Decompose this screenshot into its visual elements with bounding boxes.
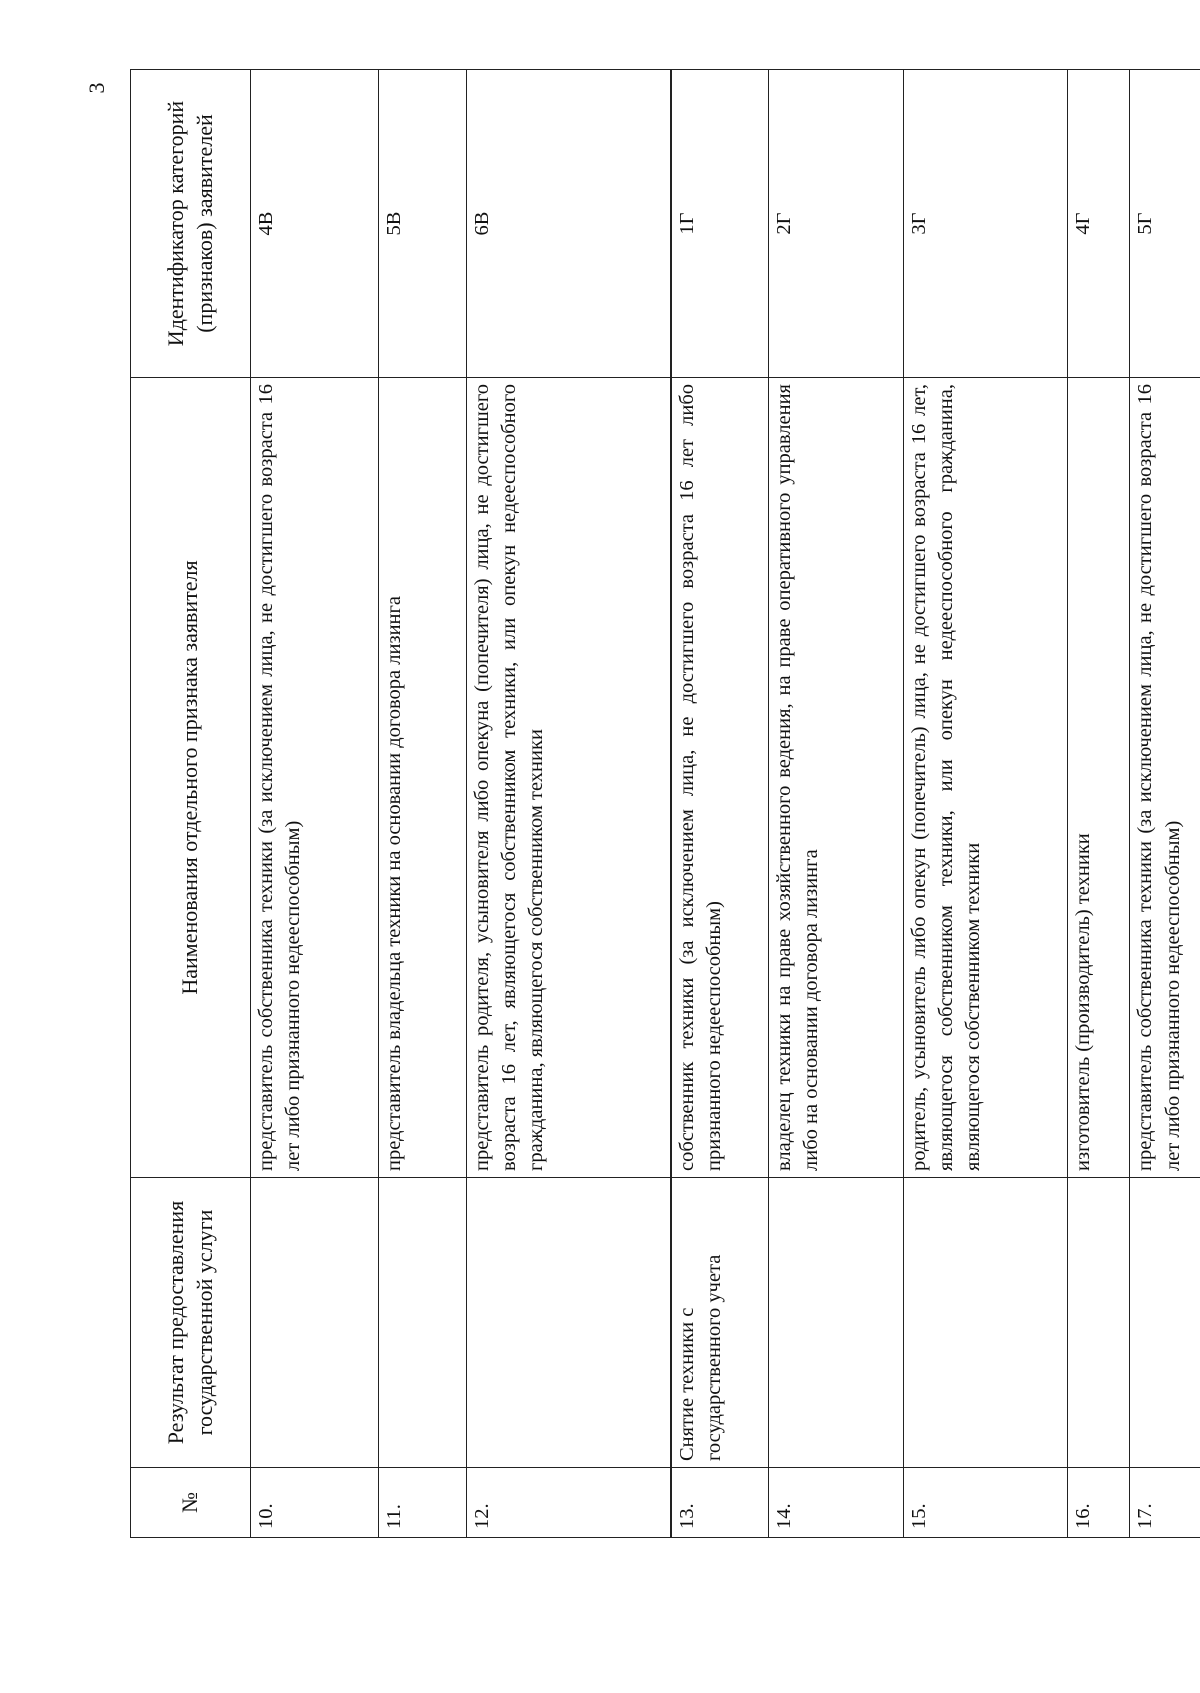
row-applicant-name: собственник техники (за исключением лица, не достигшего возраста 16 лет либо признанного недееспособным) [671,378,768,1178]
row-number: 12. [466,1468,671,1538]
header-id: Идентификатор категорий (признаков) заявителей [131,70,251,378]
table-row [379,70,467,1538]
row-category-id: 2Г [768,70,903,378]
row-number: 17. [1130,1468,1200,1538]
page-number: 3 [84,82,109,94]
row-result [1068,1178,1130,1468]
row-category-id: 6В [466,70,671,378]
row-result [903,1178,1068,1468]
header-name: Наименования отдельного признака заявителя [131,378,251,1178]
row-category-id: 3Г [903,70,1068,378]
table-row [768,70,903,1538]
row-number: 16. [1068,1468,1130,1538]
row-category-id: 4В [251,70,379,378]
row-applicant-name: представитель собственника техники (за исключением лица, не достигшего возраста 16 лет либо признанного недееспособным) [251,378,379,1178]
row-result [768,1178,903,1468]
header-num: № [131,1468,251,1538]
row-number: 15. [903,1468,1068,1538]
table-row [251,70,379,1538]
table-row [1130,70,1200,1538]
row-applicant-name: представитель собственника техники (за исключением лица, не достигшего возраста 16 лет либо признанного недееспособным) [1130,378,1200,1178]
row-number: 11. [379,1468,467,1538]
document-table-container [130,70,1200,1538]
table-row [671,70,768,1538]
row-applicant-name: представитель владельца техники на основании договора лизинга [379,378,467,1178]
applicant-categories-table [130,69,1200,1538]
row-result [251,1178,379,1468]
table-header-row [131,70,251,1538]
row-result [1130,1178,1200,1468]
table-row [1068,70,1130,1538]
row-result [379,1178,467,1468]
row-category-id: 5В [379,70,467,378]
row-applicant-name: владелец техники на праве хозяйственного ведения, на праве оперативного управления либо на основании договора лизинга [768,378,903,1178]
row-applicant-name: родитель, усыновитель либо опекун (попечитель) лица, не достигшего возраста 16 лет, являющегося собственником техники, или опекун недееспособного гражданина, являющегося собственником техники [903,378,1068,1178]
row-number: 14. [768,1468,903,1538]
row-category-id: 1Г [671,70,768,378]
row-applicant-name: изготовитель (производитель) техники [1068,378,1130,1178]
row-category-id: 5Г [1130,70,1200,378]
row-result [466,1178,671,1468]
row-result: Снятие техники с государственного учета [671,1178,768,1468]
row-number: 13. [671,1468,768,1538]
row-number: 10. [251,1468,379,1538]
header-result: Результат предоставления государственной услуги [131,1178,251,1468]
row-applicant-name: представитель родителя, усыновителя либо опекуна (попечителя) лица, не достигшего возраста 16 лет, являющегося собственником техники, или опекун недееспособного гражданина, являющегося собственником техники [466,378,671,1178]
table-row [466,70,671,1538]
row-category-id: 4Г [1068,70,1130,378]
table-row [903,70,1068,1538]
